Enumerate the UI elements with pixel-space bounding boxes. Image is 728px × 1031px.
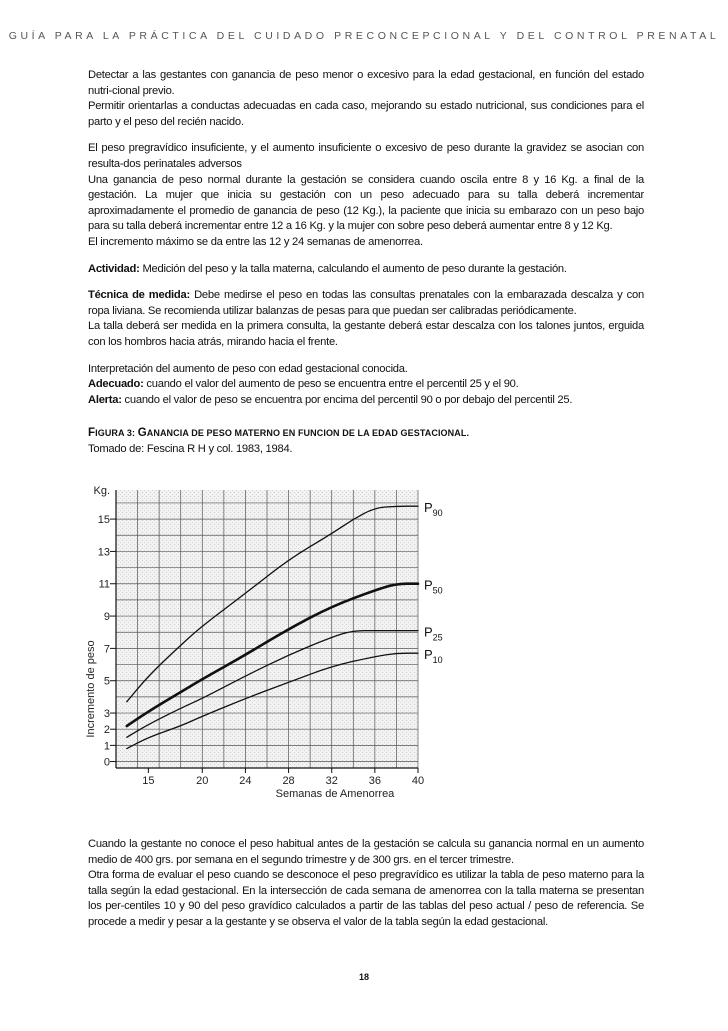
paragraph: El peso pregravídico insuficiente, y el aumento insuficiente o excesivo de peso durante la gravidez se asocian con resulta-dos perinatales adversos <box>88 142 644 170</box>
y-tick-label: 1 <box>103 740 110 753</box>
y-tick-label: 7 <box>103 643 110 656</box>
x-tick-label: 36 <box>368 775 381 787</box>
paragraph: Otra forma de evaluar el peso cuando se desconoce el peso pregravídico es utilizar la tabla de peso materno para la talla según la edad gestacional. En la intersección de cada semana de amenorrea con la talla materna se presentan los per-centiles 10 y 90 del peso gravídico calculados a partir de las tablas del peso actual / peso de referencia. Se procede a medir y pesar a la gestante y se observa el valor de la tabla según la edad gestacional. <box>88 869 644 928</box>
series-label-p90: $P_{90}$ <box>424 500 443 519</box>
paragraph: Detectar a las gestantes con ganancia de peso menor o excesivo para la edad gestacional, en función del estado nutri-cional previo. <box>88 69 644 97</box>
y-tick-label: 15 <box>97 514 110 527</box>
figure-title-initial: F <box>88 427 96 440</box>
x-tick-label: 32 <box>325 775 338 787</box>
x-tick-label: 28 <box>282 775 295 787</box>
figure-title-initial: G <box>137 427 147 440</box>
adecuado-text: cuando el valor del aumento de peso se encuentra entre el percentil 25 y el 90. <box>143 378 519 391</box>
paragraph: Cuando la gestante no conoce el peso habitual antes de la gestación se calcula su ganancia normal en un aumento medio de 400 grs. por semana en el segundo trimestre y de 300 grs. en el tercer trimestre. <box>88 838 644 866</box>
tecnica-label: Técnica de medida: <box>88 289 190 302</box>
y-unit-label: Kg. <box>93 485 110 497</box>
y-tick-label: 2 <box>103 724 110 737</box>
figure-title <box>88 426 644 442</box>
series-label-p10: $P_{10}$ <box>424 647 443 666</box>
x-tick-label: 15 <box>142 775 155 787</box>
figure-title-part: ANANCIA DE PESO MATERNO EN FUNCION DE LA EDAD GESTACIONAL. <box>146 428 470 439</box>
body-text <box>88 68 644 457</box>
series-label-p25: $P_{25}$ <box>424 624 443 643</box>
alerta-text: cuando el valor de peso se encuentra por encima del percentil 90 o por debajo del percentil 25. <box>121 393 573 406</box>
figure-title-part: IGURA 3: <box>95 428 138 439</box>
y-tick-label: 5 <box>103 675 110 688</box>
adecuado-label: Adecuado: <box>88 378 144 391</box>
alerta-paragraph <box>88 393 644 409</box>
paragraph: Una ganancia de peso normal durante la gestación se considera cuando oscila entre 8 y 16 Kg. a final de la gestación. La mujer que inicia su gestación con un peso adecuado para su talla deberá incrementar aproximadamente el promedio de ganancia de peso (12 Kg.), la paciente que inicia su embarazo con un peso bajo para su talla deberá incrementar entre 12 a 16 Kg. y la mujer con sobre peso deberá aumentar entre 8 y 12 Kg. <box>88 173 644 233</box>
weight-gain-chart <box>86 476 458 812</box>
adecuado-paragraph <box>88 377 644 393</box>
grid <box>116 490 418 768</box>
y-tick-label: 9 <box>103 611 110 624</box>
series-label-p50: $P_{50}$ <box>424 577 443 596</box>
paragraph: El incremento máximo se da entre las 12 y 24 semanas de amenorrea. <box>88 235 423 248</box>
x-tick-label: 24 <box>239 775 252 787</box>
y-tick-label: 13 <box>97 546 110 559</box>
alerta-label: Alerta: <box>88 393 122 406</box>
x-tick-label: 40 <box>411 775 425 787</box>
closing-text <box>88 837 644 931</box>
actividad-text: Medición del peso y la talla materna, calculando el aumento de peso durante la gestación. <box>139 262 567 275</box>
page-number: 18 <box>358 972 369 982</box>
paragraph: Permitir orientarlas a conductas adecuadas en cada caso, mejorando su estado nutricional, sus condiciones para el parto y el peso del recién nacido. <box>88 100 644 128</box>
actividad-label: Actividad: <box>88 262 140 275</box>
series-label-sub: 90 <box>432 508 443 519</box>
y-tick-label: 0 <box>103 756 110 769</box>
series-label-sub: 10 <box>432 655 443 666</box>
series-label-sub: 25 <box>432 632 443 643</box>
tecnica-text: Debe medirse el peso en todas las consultas prenatales con la embarazada descalza y con ropa liviana. Se recomienda utilizar balanzas de pesas para que puedan ser calibradas periódicamente. <box>88 289 644 317</box>
paragraph: La talla deberá ser medida en la primera consulta, la gestante deberá estar descalza con los talones juntos, erguida con los hombros hacia atrás, mirando hacia el frente. <box>88 320 644 348</box>
running-header: GUÍA PARA LA PRÁCTICA DEL CUIDADO PRECONCEPCIONAL Y DEL CONTROL PRENATAL <box>8 30 720 42</box>
chart-svg <box>86 476 458 812</box>
tecnica-paragraph <box>88 288 644 319</box>
y-axis-title: Incremento de peso <box>86 640 97 738</box>
actividad-paragraph <box>88 262 644 278</box>
x-axis-title: Semanas de Amenorrea <box>275 788 395 800</box>
y-tick-label: 3 <box>103 708 110 721</box>
paragraph: Interpretación del aumento de peso con edad gestacional conocida. <box>88 362 408 375</box>
x-tick-label: 20 <box>196 775 209 787</box>
y-tick-label: 11 <box>98 578 110 591</box>
figure-source: Tomado de: Fescina R H y col. 1983, 1984. <box>88 442 293 455</box>
series-label-sub: 50 <box>432 585 443 596</box>
